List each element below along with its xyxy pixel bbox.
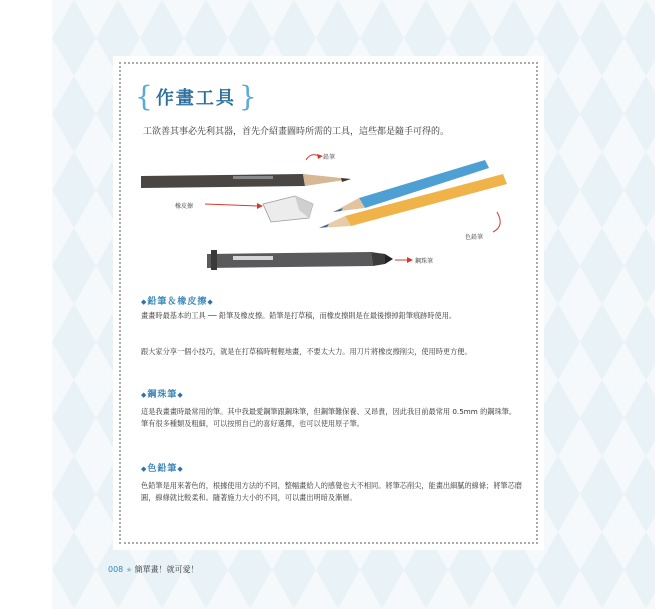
tools-drawing bbox=[113, 146, 544, 296]
book-title: 簡單畫！就可愛！ bbox=[134, 565, 199, 574]
section-heading-pencil-eraser: ◆鉛筆＆橡皮擦◆ bbox=[141, 297, 214, 307]
eraser-drawing bbox=[263, 196, 313, 222]
paragraph: 這是我畫畫時最常用的筆。其中我最愛鋼筆跟鋼珠筆，但鋼筆難保養、又昂貴，因此我目前最常用 0.5mm 的鋼珠筆。筆有很多種類及粗細，可以按照自己的喜好選擇，也可以使用原子筆。 bbox=[141, 407, 517, 428]
star-icon: ★ bbox=[125, 566, 133, 574]
label-ballpoint-pen: 鋼珠筆 bbox=[415, 258, 434, 265]
pencil-drawing bbox=[141, 174, 351, 188]
left-brace-icon: { bbox=[135, 80, 153, 113]
diamond-icon: ◆ bbox=[177, 391, 184, 399]
paragraph: 畫畫時最基本的工具 ── 鉛筆及橡皮擦。鉛筆是打草稿，而橡皮擦則是在最後擦掉鉛筆痕跡時使用。 bbox=[141, 311, 457, 320]
diamond-icon: ◆ bbox=[141, 465, 148, 473]
diamond-icon: ◆ bbox=[207, 298, 214, 306]
page-footer bbox=[108, 564, 199, 575]
ballpoint-pen-drawing bbox=[207, 250, 393, 270]
diamond-icon: ◆ bbox=[141, 391, 148, 399]
diamond-icon: ◆ bbox=[141, 298, 148, 306]
section-heading-ballpoint-pen: ◆鋼珠筆◆ bbox=[141, 390, 184, 400]
content-card bbox=[113, 56, 544, 550]
label-colored-pencil: 色鉛筆 bbox=[465, 234, 484, 241]
page-title: 作畫工具 bbox=[155, 88, 236, 109]
paragraph: 跟大家分享一個小技巧，就是在打草稿時輕輕地畫，不要太大力。用刀片將橡皮擦削尖，使用時更方便。 bbox=[141, 347, 472, 356]
paragraph: 色鉛筆是用來著色的，根據使用方法的不同，整幅畫給人的感覺也大不相同。將筆芯削尖，能畫出細膩的線條；將筆芯磨圓，線條就比較柔和。隨著施力大小的不同，可以畫出明暗及漸層。 bbox=[141, 481, 522, 502]
tools-illustration bbox=[113, 146, 544, 296]
label-pencil: 鉛筆 bbox=[323, 154, 336, 161]
right-brace-icon: } bbox=[238, 80, 257, 113]
diamond-icon: ◆ bbox=[177, 465, 184, 473]
title-block bbox=[135, 82, 257, 112]
section-heading-colored-pencil: ◆色鉛筆◆ bbox=[141, 464, 184, 474]
intro-text: 工欲善其事必先利其器，首先介紹畫圖時所需的工具，這些都是隨手可得的。 bbox=[143, 127, 450, 137]
label-eraser: 橡皮擦 bbox=[175, 203, 194, 210]
page-number: 008 bbox=[108, 565, 124, 574]
